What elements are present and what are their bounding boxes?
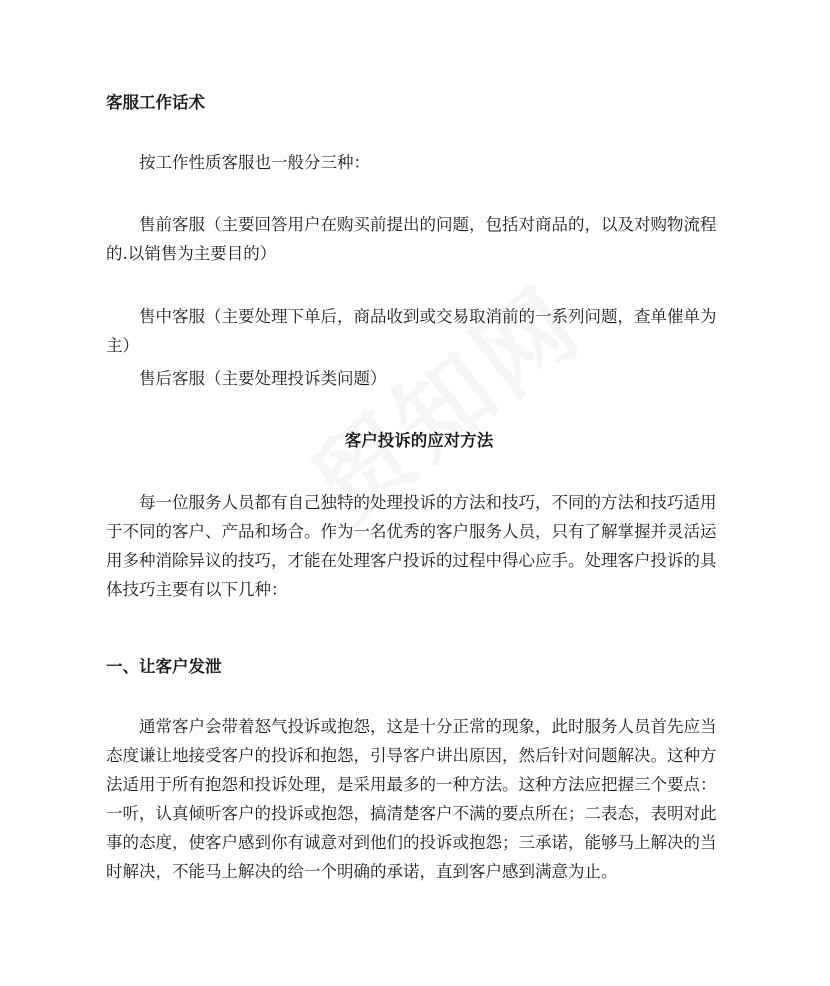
method1-title: 一、让客户发泄 — [106, 657, 222, 676]
insale-paragraph: 售中客服（主要处理下单后，商品收到或交易取消前的一系列问题，查单催单为主） — [106, 307, 717, 355]
aftersale-paragraph: 售后客服（主要处理投诉类问题） — [139, 369, 387, 388]
section-title: 客户投诉的应对方法 — [344, 431, 494, 450]
presale-paragraph: 售前客服（主要回答用户在购买前提出的问题，包括对商品的，以及对购物流程的.以销售为主要目的） — [106, 215, 717, 263]
document-title: 客服工作话术 — [106, 93, 205, 112]
intro-paragraph: 按工作性质客服也一般分三种： — [139, 153, 370, 172]
section-intro-paragraph: 每一位服务人员都有自己独特的处理投诉的方法和技巧，不同的方法和技巧适用于不同的客户、产品和场合。作为一名优秀的客户服务人员，只有了解掌握并灵活运用多种消除异议的技巧，才能在处理客户投诉的过程中得心应手。处理客户投诉的具体技巧主要有以下几种： — [106, 493, 717, 599]
method1-body-paragraph: 通常客户会带着怒气投诉或抱怨，这是十分正常的现象，此时服务人员首先应当态度谦让地接受客户的投诉和抱怨，引导客户讲出原因，然后针对问题解决。这种方法适用于所有抱怨和投诉处理，是采用最多的一种方法。这种方法应把握三个要点：一听，认真倾听客户的投诉或抱怨，搞清楚客户不满的要点所在；二表态，表明对此事的态度，使客户感到你有诚意对到他们的投诉或抱怨；三承诺，能够马上解决的当时解决，不能马上解决的给一个明确的承诺，直到客户感到满意为止。 — [106, 717, 717, 881]
